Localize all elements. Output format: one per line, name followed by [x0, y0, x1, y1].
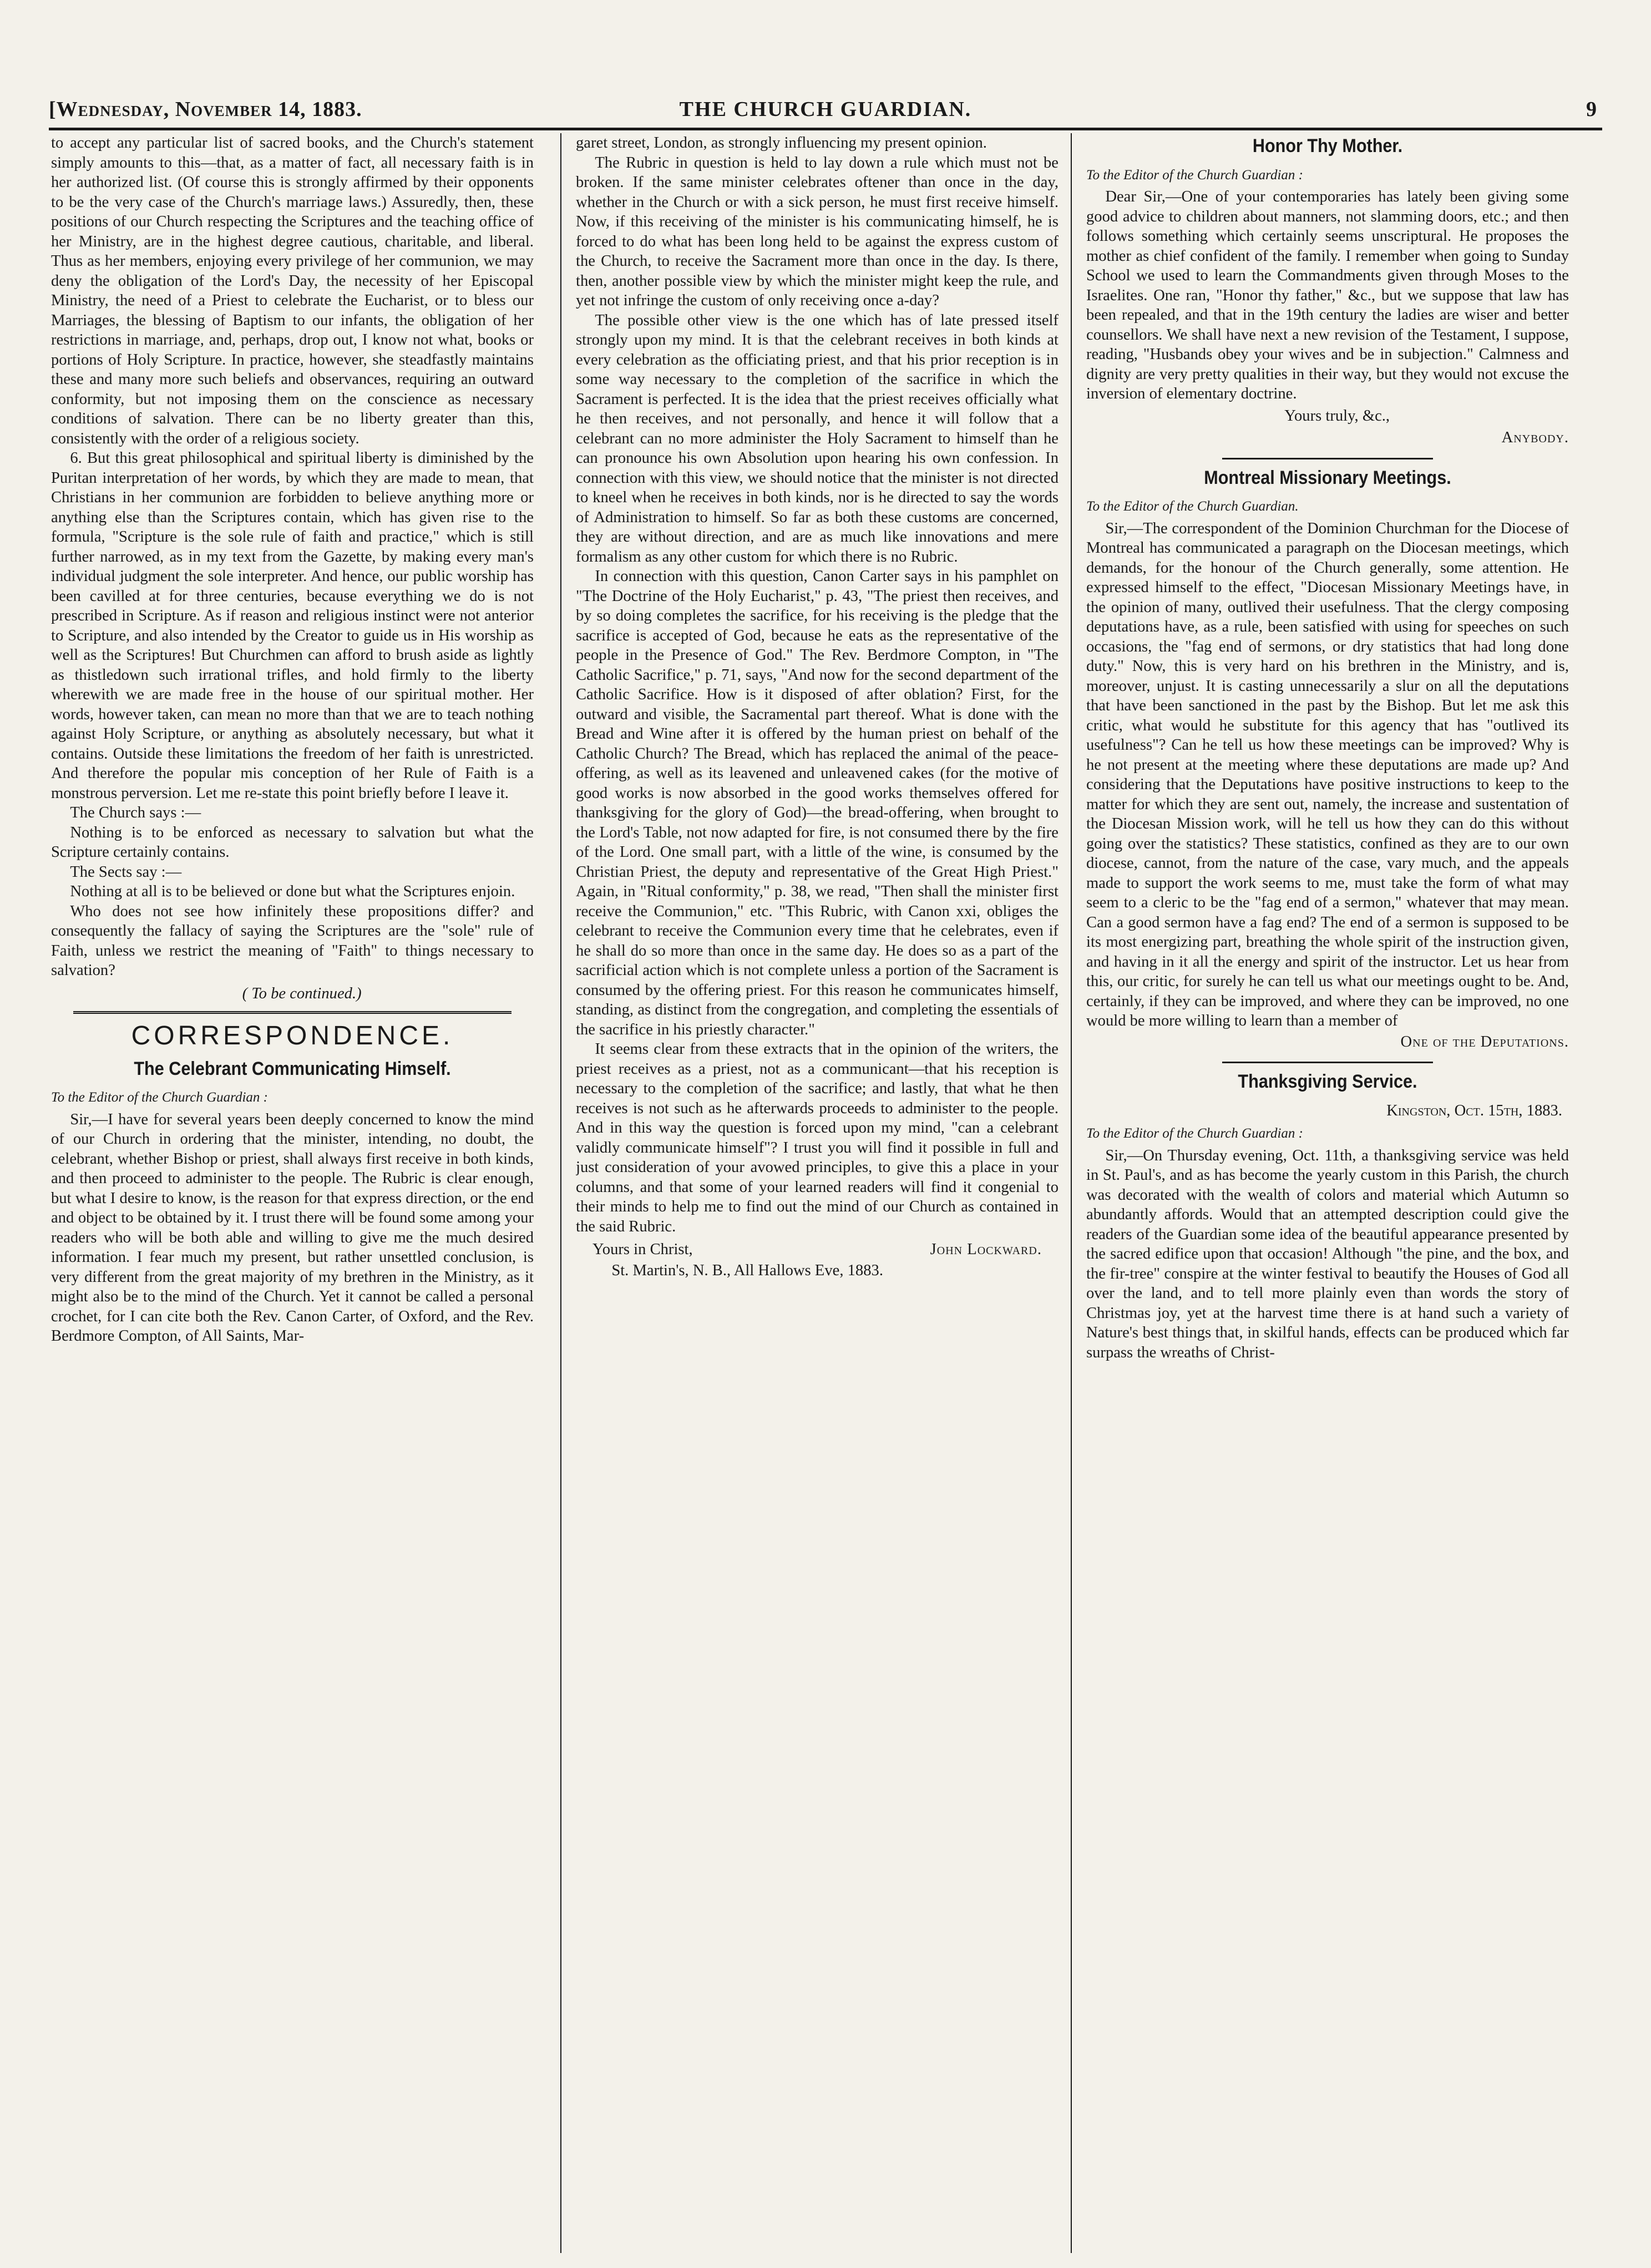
newspaper-title: THE CHURCH GUARDIAN.	[679, 98, 972, 121]
valediction: Yours in Christ,	[592, 1241, 693, 1258]
column-3	[1086, 133, 1569, 2253]
letter-paragraph: In connection with this question, Canon Carter says in his pamphlet on "The Doctrine of the Holy Eucharist," p. 43, "The priest then receives, and by so doing completes the sacrifice, for his receiving is the pledge that the sacrifice is accepted of God, because he eats as the representative of the people in the Presence of God." The Rev. Berdmore Compton, in "The Catholic Sacrifice," p. 71, says, "And now for the second department of the Catholic Sacrifice. How is it disposed of after oblation? First, for the outward and visible, the Sacramental part thereof. What is done with the Bread and Wine after it is offered by the human priest on behalf of the Catholic Church? The Bread, which has replaced the animal of the peace-offering, as well as its leavened and unleavened cakes (for the motive of good works is now absorbed in the good works themselves offered for thanksgiving for the glory of God)—the bread-offering, when brought to the Lord's Table, not now adapted for fire, is not consumed there by the fire of the Lord. One small part, with a little of the wine, is consumed by the Christian Priest, the deputy and representative of the Great High Priest." Again, in "Ritual conformity," p. 38, we read, "Then shall the minister first receive the Communion," etc. "This Rubric, with Canon xxi, obliges the celebrant to receive the Communion every time that he celebrates, even if he shall do so more than once in the same day. He does so as a part of the sacrificial action which is not complete unless a portion of the Sacrament is consumed by the offering priest. For this reason he communicates himself, standing, as distinct from the congregation, and completing the essentials of the sacrifice in his priestly character."	[576, 568, 1059, 1038]
letter-title: Montreal Missionary Meetings.	[1204, 467, 1451, 488]
section-divider	[73, 1011, 511, 1014]
column-2	[576, 133, 1059, 2253]
signature: John Lockward.	[930, 1241, 1042, 1258]
column-1	[51, 133, 534, 2253]
place-date: St. Martin's, N. B., All Hallows Eve, 1883.	[611, 1261, 883, 1279]
page-number: 9	[1586, 98, 1597, 121]
issue-date: [Wednesday, November 14, 1883.	[49, 98, 362, 121]
letter-paragraph: Dear Sir,—One of your contemporaries has lately been giving some good advice to children about manners, not slamming doors, etc.; and then follows something which certainly seems unscriptural. He proposes the mother as chief confident of the family. I remember when going to Sunday School we used to learn the Commandments given through Moses to the Israelites. One ran, "Honor thy father," &c., but we suppose that law has been repealed, and that in the 19th century the ladies are wiser and better counsellors. We shall have next a new revision of the Testament, I suppose, reading, "Husbands obey your wives and be in subjection." Calmness and dignity are very pretty qualities in their way, but they would not excuse the inversion of elementary doctrine.	[1086, 188, 1569, 402]
article-paragraph: The Church says :—	[70, 804, 201, 821]
continued-note: ( To be continued.)	[242, 984, 362, 1002]
signature: Anybody.	[1501, 429, 1569, 446]
column-divider	[560, 133, 561, 2253]
letter-paragraph: Sir,—The correspondent of the Dominion Churchman for the Diocese of Montreal has communicated a paragraph on the Diocesan meetings, which demands, for the honour of the Church generally, some attention. He expressed himself to the effect, "Diocesan Missionary Meetings have, in the opinion of many, outlived their usefulness. That the clergy composing deputations have, as a rule, been satisfied with using for speeches on such occasions, the "fag end of sermons, or dry statistics that had long done duty." Now, this is very hard on his brethren in the Ministry, and is, moreover, unjust. It is casting unnecessarily a slur on all the deputations that have been sanctioned in the past by the Bishop. But let me ask this critic, what would he substitute for this agency that has "outlived its usefulness"? Can he tell us how these meetings can be improved? Why is he not present at the meeting where these deputations are made up? And considering that the Deputations have positive instructions to keep to the matter for which they are sent out, namely, the increase and sustentation of the Diocesan Mission work, will he tell us how they can do this without going over the statistics? These statistics, confined as they are to our own diocese, cannot, from the nature of the case, vary much, and the appeals made to support the work seems to me, must take the form of what may seem to a cleric to be the "fag end of a sermon," whatever that may mean. Can a good sermon have a fag end? The end of a sermon is supposed to be its most energizing part, breathing the whole spirit of the instruction given, and having in it all the energy and spirit of the instructor. Let us hear from this, our critic, for surely he can tell us what our meetings ought to be. And, certainly, if they can be improved, and where they can be improved, no one would be more willing to learn than a member of	[1086, 519, 1569, 1029]
letter-address: To the Editor of the Church Guardian :	[1086, 1126, 1303, 1141]
article-divider	[1222, 1062, 1433, 1063]
masthead	[49, 94, 1602, 130]
signature: One of the Deputations.	[1400, 1033, 1569, 1050]
article-paragraph: Who does not see how infinitely these propositions differ? and consequently the fallacy of saying the Scriptures are the "sole" rule of Faith, unless we restrict the meaning of "Faith" to things necessary to salvation?	[51, 902, 534, 979]
letter-address: To the Editor of the Church Guardian :	[51, 1090, 268, 1105]
letter-title: Honor Thy Mother.	[1252, 135, 1403, 156]
letter-paragraph: It seems clear from these extracts that in the opinion of the writers, the priest receives as a priest, not as a communicant—that his reception is necessary to the completion of the sacrifice; and lastly, that what he then receives is not such as he afterwards proceeds to administer to the people. And in this way the question is forced upon my mind, "can a celebrant validly communicate himself"? I trust you will find it possible in full and just consideration of your avowed principles, to give this a place in your columns, and that some of your learned readers will find it congenial to their minds to help me to find out the mind of our Church as contained in the said Rubric.	[576, 1040, 1059, 1235]
letter-paragraph: Sir,—I have for several years been deeply concerned to know the mind of our Church in ordering that the minister, intending, no doubt, the celebrant, whether Bishop or priest, shall always first receive in both kinds, and then proceed to administer to the people. The Rubric is clear enough, but what I desire to know, is the reason for that express direction, or the end and object to be obtained by it. I trust there will be found some among your readers who will be both able and willing to give me the much desired information. I fear much my present, but rather unsettled conclusion, is very different from the great majority of my brethren in the Ministry, as it might also be to the mind of the Church. Yet it cannot be called a personal crochet, for I can cite both the Rev. Canon Carter, of Oxford, and the Rev. Berdmore Compton, of All Saints, Mar-	[51, 1110, 534, 1345]
letter-paragraph: garet street, London, as strongly influencing my present opinion.	[576, 134, 987, 151]
letter-paragraph: The Rubric in question is held to lay down a rule which must not be broken. If the same minister celebrates oftener than once in the day, whether in the Church or with a sick person, he must first receive himself. Now, if this receiving of the minister is his communicating himself, he is forced to do what has been long held to be against the express custom of the Church, to receive the Sacrament more than once in the day. Is there, then, another possible view by which the minister might keep the rule, and yet not infringe the custom of only receiving once a-day?	[576, 154, 1059, 309]
letter-address: To the Editor of the Church Guardian.	[1086, 499, 1299, 514]
signature-line	[592, 1240, 1042, 1260]
section-heading: CORRESPONDENCE.	[131, 1021, 454, 1050]
article-divider	[1222, 458, 1433, 459]
letter-title: The Celebrant Communicating Himself.	[134, 1058, 451, 1079]
letter-address: To the Editor of the Church Guardian :	[1086, 167, 1303, 183]
column-divider	[1071, 133, 1072, 2253]
article-paragraph: Nothing at all is to be believed or done but what the Scriptures enjoin.	[70, 883, 515, 900]
article-paragraph: Nothing is to be enforced as necessary to salvation but what the Scripture certainly contains.	[51, 824, 534, 861]
dateline: Kingston, Oct. 15th, 1883.	[1386, 1102, 1562, 1119]
valediction: Yours truly, &c.,	[1284, 407, 1390, 425]
article-paragraph: 6. But this great philosophical and spiritual liberty is diminished by the Puritan interpretation of her words, by which they are made to mean, that Christians in her communion are forbidden to believe anything more or anything else than the Scriptures contain, which has given rise to the formula, "Scripture is the sole rule of faith and practice," which is still further narrowed, as in my text from the Gazette, by making every man's individual judgment the sole interpreter. And hence, our public worship has been cavilled at for three centuries, because everything we do is not prescribed in Scripture. As if reason and religious instinct were not anterior to Scripture, and also intended by the Creator to guide us in His worship as well as the Scriptures! But Churchmen can afford to brush aside as lightly as thistledown such irrational trifles, and hold firmly to the liberty wherewith we are made free in the house of our spiritual mother. Her words, however taken, can mean no more than that we are to teach nothing against Holy Scripture, or anything as absolutely necessary, but what it contains. Outside these limitations the freedom of her faith is unrestricted. And therefore the popular mis conception of her Rule of Faith is a monstrous perversion. Let me re-state this point briefly before I leave it.	[51, 449, 534, 802]
article-paragraph: The Sects say :—	[70, 863, 182, 881]
letter-title: Thanksgiving Service.	[1238, 1071, 1417, 1092]
letter-paragraph: The possible other view is the one which has of late pressed itself strongly upon my mind. It is that the celebrant receives in both kinds at every celebration as the officiating priest, and that his prior reception is in some way necessary to the completion of the sacrifice in which the Sacrament is perfected. It is the idea that the priest receives officially what he then receives, and not personally, and hence it will follow that a celebrant can no more administer the Holy Sacrament to himself than he can pronounce his own Absolution upon hearing his own confession. In connection with this view, we should notice that the minister is not directed to kneel when he receives in both kinds, nor is he directed to say the words of Administration to himself. So far as both these customs are concerned, they are without direction, and are as much like innovations and mere formalism as any other custom for which there is no Rubric.	[576, 311, 1059, 565]
article-paragraph: to accept any particular list of sacred books, and the Church's statement simply amounts to this—that, as a matter of fact, all necessary faith is in her authorized list. (Of course this is strongly affirmed by their opponents to be the very case of the Church's marriage laws.) Assuredly, then, these positions of our Church respecting the Scriptures and the teaching office of her Ministry, are in the highest degree cautious, charitable, and liberal. Thus as her members, enjoying every privilege of her communion, we may deny the obligation of the Lord's Day, the necessity of her Episcopal Ministry, the need of a Priest to celebrate the Eucharist, or to bless our Marriages, the blessing of Baptism to our infants, the obligation of her restrictions in marriage, and, perhaps, drop out, I know not what, books or portions of Holy Scripture. In practice, however, she steadfastly maintains these and many more such beliefs and observances, requiring an outward conformity, but not imposing them on the conscience as necessary conditions of salvation. There can be no liberty greater than this, consistently with the order of a religious society.	[51, 134, 534, 447]
letter-paragraph: Sir,—On Thursday evening, Oct. 11th, a thanksgiving service was held in St. Paul's, and as has become the yearly custom in this Parish, the church was decorated with the wealth of colors and material which Autumn so abundantly affords. Would that an attempted description could give the readers of the Guardian some idea of the beautiful appearance presented by the sacred edifice upon that occasion! Although "the pine, and the box, and the fir-tree" conspire at the winter festival to beautify the Houses of God all over the land, and to tell more plainly even than words the story of Christmas joy, yet at the harvest time there is at hand such a variety of Nature's best things that, in skilful hands, effects can be produced which far surpass the wreaths of Christ-	[1086, 1146, 1569, 1361]
